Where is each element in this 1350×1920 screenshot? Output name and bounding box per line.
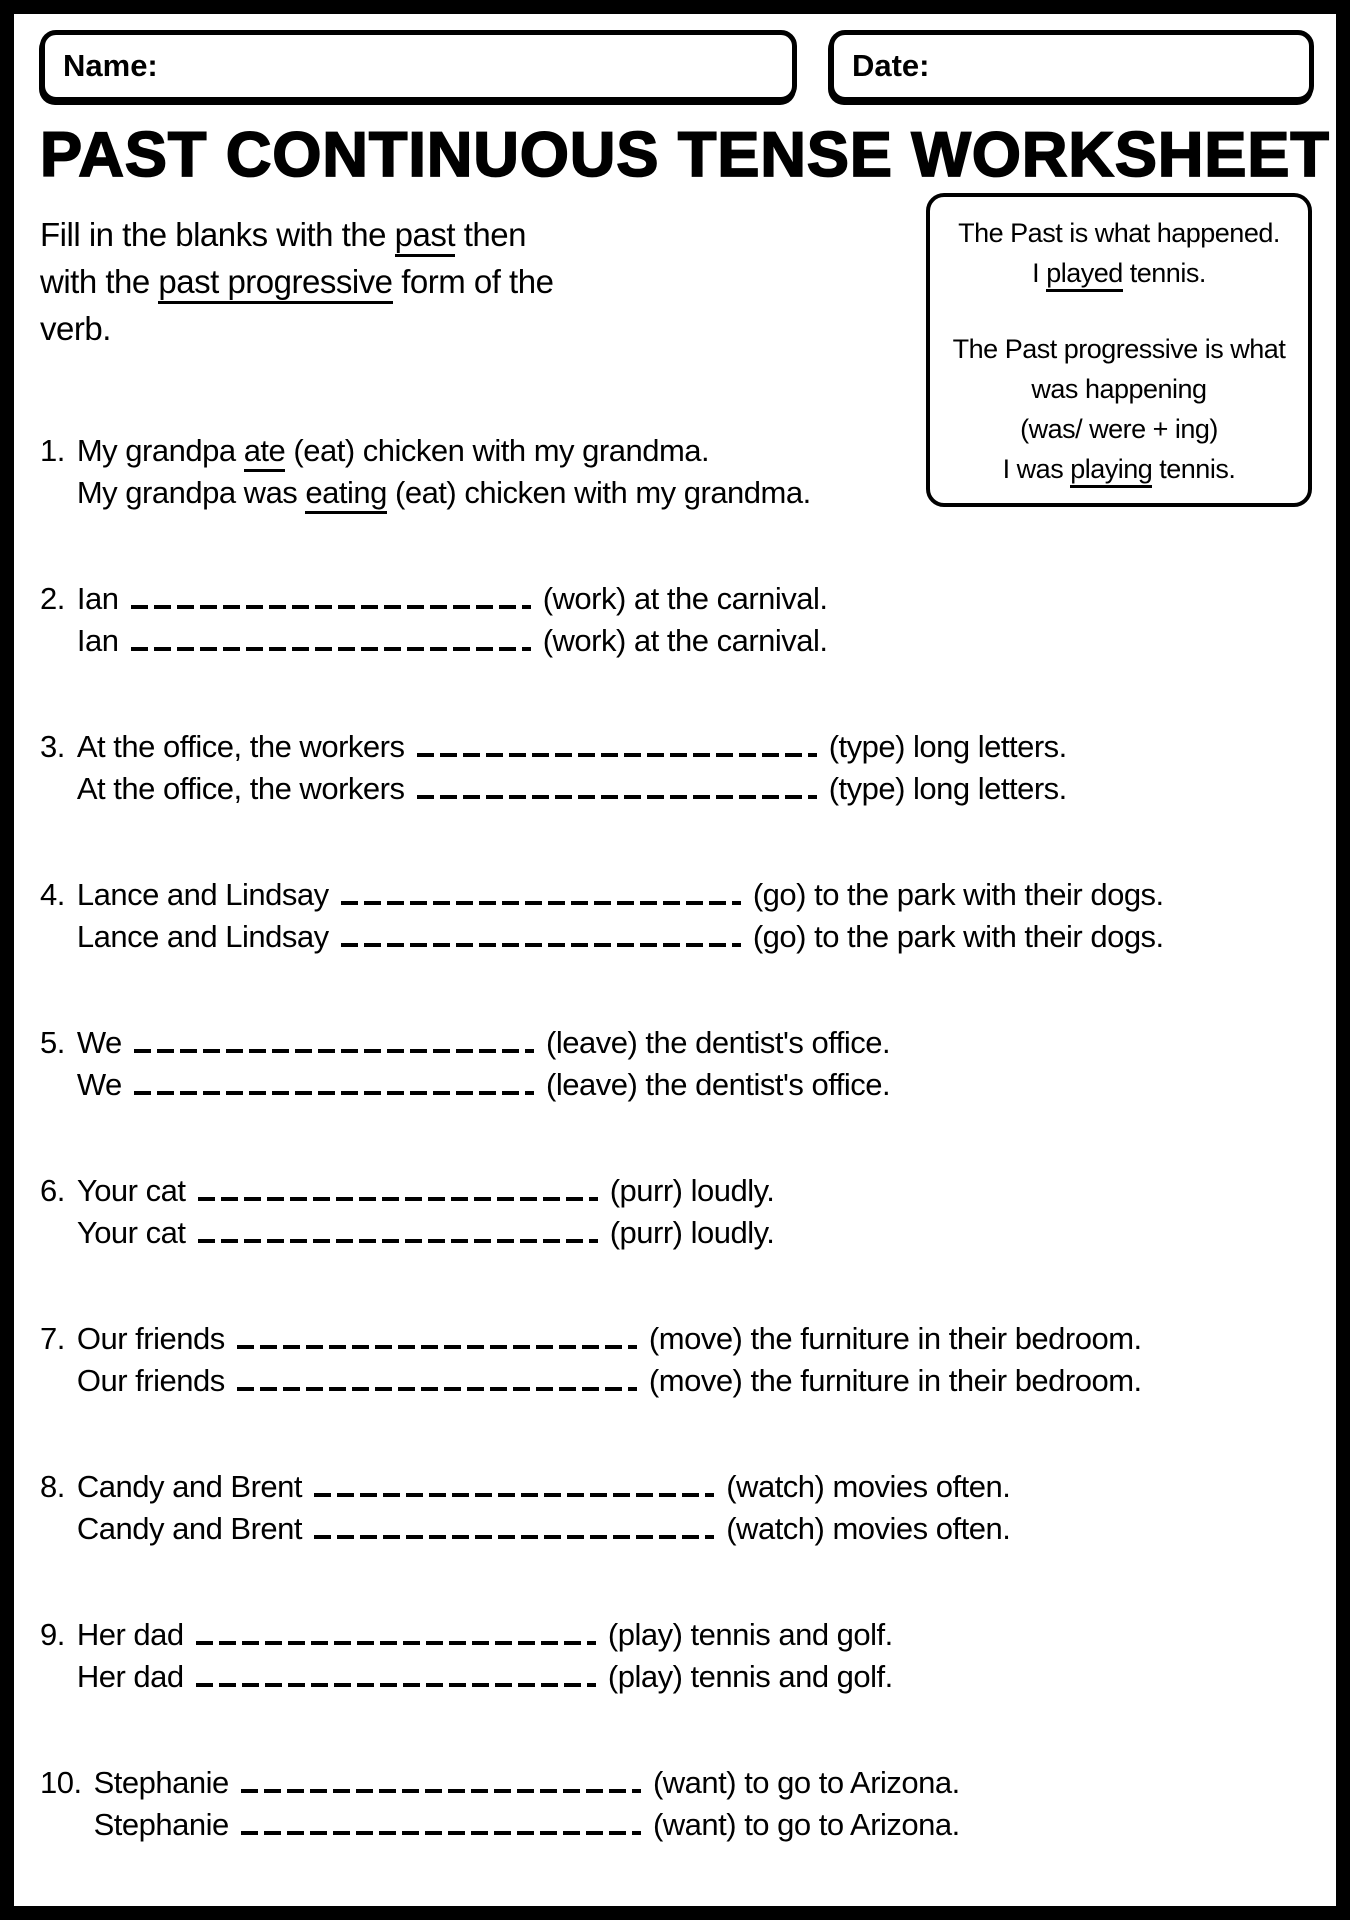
underlined-word: past progressive — [158, 263, 392, 304]
text-segment: I was — [1002, 453, 1071, 484]
answer-blank[interactable] — [237, 1365, 637, 1390]
text-segment: (work) at the carnival. — [534, 580, 828, 616]
info-box-spacer — [938, 293, 1300, 329]
text-segment: (eat) chicken with my grandma. — [386, 474, 811, 510]
answer-blank[interactable] — [417, 731, 817, 756]
text-segment: Ian — [76, 622, 127, 658]
text-segment: Our friends — [76, 1362, 233, 1398]
item-line-past — [77, 1170, 1314, 1212]
exercise-item — [40, 1318, 1314, 1402]
text-segment: (watch) movies often. — [718, 1468, 1011, 1504]
item-number: 10. — [40, 1764, 82, 1800]
info-box-line — [938, 329, 1300, 369]
text-segment: Candy and Brent — [76, 1468, 311, 1504]
answer-blank[interactable] — [417, 773, 817, 798]
exercise-item — [40, 1170, 1314, 1254]
underlined-word: past — [395, 216, 455, 257]
text-segment: (play) tennis and golf. — [599, 1616, 893, 1652]
text-segment: Stephanie — [93, 1806, 237, 1842]
item-lines — [77, 726, 1314, 810]
text-segment: The Past is what happened. — [958, 217, 1280, 248]
text-segment: (work) at the carnival. — [534, 622, 828, 658]
text-segment: (want) to go to Arizona. — [644, 1806, 960, 1842]
text-segment: Her dad — [76, 1616, 192, 1652]
info-box-line — [938, 369, 1300, 409]
text-segment: My grandpa — [76, 432, 244, 468]
answer-blank[interactable] — [196, 1661, 596, 1686]
text-segment: Lance and Lindsay — [76, 876, 337, 912]
worksheet-content — [40, 211, 1314, 1846]
answer-blank[interactable] — [241, 1767, 641, 1792]
text-segment: We — [76, 1024, 130, 1060]
text-segment: I — [1032, 257, 1047, 288]
item-line-past — [77, 874, 1314, 916]
text-segment: form of the — [392, 262, 554, 300]
item-line-past-progressive — [77, 1656, 1314, 1698]
item-line-past — [94, 1762, 1314, 1804]
info-box-line — [938, 409, 1300, 449]
exercise-item — [40, 1466, 1314, 1550]
text-segment: Fill in the blanks with the — [40, 215, 395, 253]
text-segment: Your cat — [76, 1172, 194, 1208]
item-line-past-progressive — [77, 1508, 1314, 1550]
item-line-past-progressive — [77, 916, 1314, 958]
item-number: 2. — [40, 580, 65, 616]
text-segment: Her dad — [76, 1658, 192, 1694]
item-number: 7. — [40, 1320, 65, 1356]
text-segment: tennis. — [1122, 257, 1206, 288]
text-segment: was happening — [1031, 373, 1207, 404]
item-line-past — [77, 1022, 1314, 1064]
answer-blank[interactable] — [131, 583, 531, 608]
text-segment: At the office, the workers — [76, 728, 413, 764]
answer-blank[interactable] — [314, 1513, 714, 1538]
text-segment: (was/ were + ing) — [1020, 413, 1218, 444]
answer-blank[interactable] — [241, 1809, 641, 1834]
page-title: PAST CONTINUOUS TENSE WORKSHEET — [40, 120, 1330, 190]
answer-blank[interactable] — [198, 1175, 598, 1200]
exercise-item — [40, 1022, 1314, 1106]
exercise-list — [40, 430, 1314, 1846]
text-segment: Your cat — [76, 1214, 194, 1250]
text-segment: (leave) the dentist's office. — [537, 1066, 891, 1102]
text-segment: At the office, the workers — [76, 770, 413, 806]
answer-blank[interactable] — [341, 921, 741, 946]
item-line-past-progressive — [77, 620, 1314, 662]
item-lines — [77, 1170, 1314, 1254]
item-number: 3. — [40, 728, 65, 764]
text-segment: Candy and Brent — [76, 1510, 311, 1546]
text-segment: then — [455, 215, 526, 253]
text-segment: verb. — [40, 309, 111, 347]
item-lines — [77, 1022, 1314, 1106]
date-field[interactable] — [829, 30, 1314, 102]
text-segment: tennis. — [1152, 453, 1236, 484]
text-segment: (leave) the dentist's office. — [537, 1024, 891, 1060]
item-number: 1. — [40, 432, 65, 468]
item-line-past — [77, 726, 1314, 768]
item-line-past-progressive — [77, 768, 1314, 810]
name-label: Name: — [63, 48, 158, 83]
name-field[interactable] — [40, 30, 797, 102]
text-segment: Lance and Lindsay — [76, 918, 337, 954]
item-line-past — [77, 1614, 1314, 1656]
item-number: 6. — [40, 1172, 65, 1208]
text-segment: (go) to the park with their dogs. — [744, 876, 1164, 912]
text-segment: (purr) loudly. — [601, 1214, 775, 1250]
text-segment: Ian — [76, 580, 127, 616]
exercise-item — [40, 1762, 1314, 1846]
underlined-word: eating — [305, 475, 386, 514]
item-line-past — [77, 1466, 1314, 1508]
answer-blank[interactable] — [341, 879, 741, 904]
exercise-item — [40, 874, 1314, 958]
exercise-item — [40, 726, 1314, 810]
text-segment: (want) to go to Arizona. — [644, 1764, 960, 1800]
text-segment: Our friends — [76, 1320, 233, 1356]
answer-blank[interactable] — [314, 1471, 714, 1496]
underlined-word: playing — [1070, 454, 1152, 488]
item-lines — [77, 1318, 1314, 1402]
item-line-past — [77, 1318, 1314, 1360]
text-segment: (go) to the park with their dogs. — [744, 918, 1164, 954]
text-segment: (watch) movies often. — [718, 1510, 1011, 1546]
item-line-past-progressive — [77, 1064, 1314, 1106]
info-box-line — [938, 449, 1300, 489]
exercise-item — [40, 1614, 1314, 1698]
answer-blank[interactable] — [237, 1323, 637, 1348]
exercise-item — [40, 578, 1314, 662]
info-box-line — [938, 213, 1300, 253]
item-line-past — [77, 578, 1314, 620]
item-lines — [77, 874, 1314, 958]
header-row — [40, 30, 1314, 102]
item-number: 5. — [40, 1024, 65, 1060]
text-segment: We — [76, 1066, 130, 1102]
underlined-word: ate — [244, 433, 286, 472]
answer-blank[interactable] — [198, 1217, 598, 1242]
date-label: Date: — [851, 48, 930, 83]
text-segment: (play) tennis and golf. — [599, 1658, 893, 1694]
item-line-past-progressive — [77, 1212, 1314, 1254]
text-segment: (purr) loudly. — [601, 1172, 775, 1208]
underlined-word: played — [1046, 258, 1123, 292]
item-number: 8. — [40, 1468, 65, 1504]
answer-blank[interactable] — [134, 1027, 534, 1052]
item-lines — [77, 578, 1314, 662]
item-number: 4. — [40, 876, 65, 912]
worksheet-page — [14, 14, 1336, 1906]
item-line-past-progressive — [94, 1804, 1314, 1846]
item-lines — [77, 1614, 1314, 1698]
text-segment: with the — [40, 262, 159, 300]
grammar-info-box — [926, 193, 1312, 507]
item-lines — [94, 1762, 1314, 1846]
text-segment: Stephanie — [93, 1764, 237, 1800]
text-segment: The Past progressive is what — [952, 333, 1286, 364]
item-number: 9. — [40, 1616, 65, 1652]
answer-blank[interactable] — [131, 625, 531, 650]
text-segment: (type) long letters. — [820, 770, 1067, 806]
answer-blank[interactable] — [134, 1069, 534, 1094]
text-segment: (eat) chicken with my grandma. — [285, 432, 710, 468]
item-line-past-progressive — [77, 1360, 1314, 1402]
text-segment: My grandpa was — [76, 474, 306, 510]
answer-blank[interactable] — [196, 1619, 596, 1644]
text-segment: (type) long letters. — [820, 728, 1067, 764]
text-segment: (move) the furniture in their bedroom. — [640, 1362, 1142, 1398]
item-lines — [77, 1466, 1314, 1550]
info-box-line — [938, 253, 1300, 293]
text-segment: (move) the furniture in their bedroom. — [640, 1320, 1142, 1356]
